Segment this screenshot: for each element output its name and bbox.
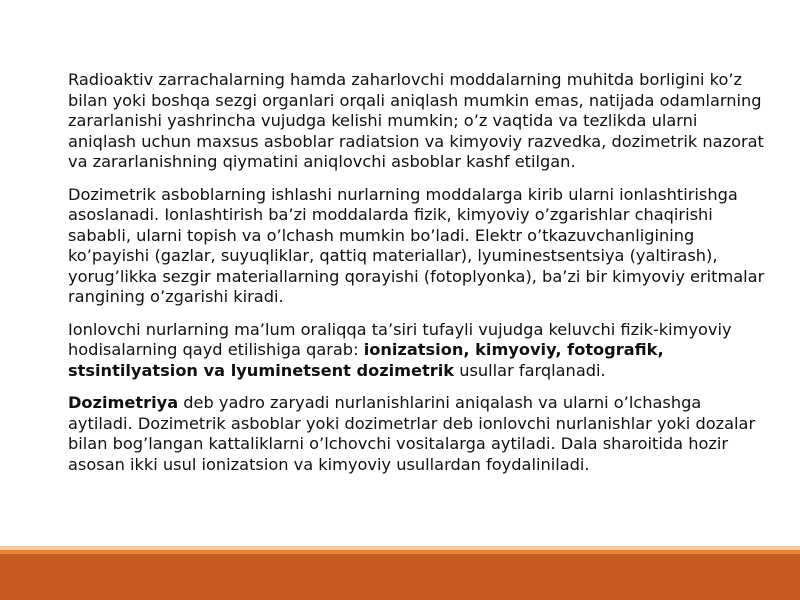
paragraph-text: deb yadro zaryadi nurlanishlarini aniqalash va ularni o’lchashga aytiladi. Dozimetrik asboblar yoki dozimetrlar deb ionlovchi nurlanishlar yoki dozalar bilan bog’langan kattaliklarni o’lchovchi vositalarga aytiladi. Dala sharoitida hozir asosan ikki usul ionizatsion va kimyoviy usullardan foydaliniladi. bbox=[68, 393, 756, 474]
paragraph-text: Radioaktiv zarrachalarning hamda zaharlovchi moddalarning muhitda borligini ko’z bilan yoki boshqa sezgi organlari orqali aniqlash mumkin emas, natijada odamlarning zararlanishi yashrincha vujudga kelishi mumkin; o’z vaqtida va tezlikda ularni aniqlash uchun maxsus asboblar radiatsion va kimyoviy razvedka, dozimetrik nazorat va zararlanishning qiymatini aniqlovchi asboblar kashf etilgan. bbox=[68, 70, 764, 171]
bold-term-dozimetriya: Dozimetriya bbox=[68, 393, 179, 412]
paragraph-2 bbox=[68, 185, 768, 308]
paragraph-text: Ionlovchi nurlarning ma’lum oraliqqa ta’siri tufayli vujudga keluvchi fizik-kimyoviy hodisalarning qayd etilishiga qarab: bbox=[68, 319, 732, 359]
paragraph-4 bbox=[68, 393, 768, 475]
slide-body bbox=[68, 70, 768, 484]
paragraph-1 bbox=[68, 70, 768, 173]
paragraph-text: usullar farqlanadi. bbox=[454, 360, 606, 380]
paragraph-text: Dozimetrik asboblarning ishlashi nurlarning moddalarga kirib ularni ionlashtirishga asoslanadi. Ionlashtirish ba’zi moddalarda fizik, kimyoviy o’zgarishlar chaqirishi sababli, ularni topish va o’lchash mumkin bo’ladi. Elektr o’tkazuvchanligining ko’payishi (gazlar, suyuqliklar, qattiq materiallar), lyuminestsentsiya (yaltirash), yorug’likka sezgir materiallarning qorayishi (fotoplyonka), ba’zi bir kimyoviy eritmalar rangining o’zgarishi kiradi. bbox=[68, 184, 765, 306]
bold-methods-list: ionizatsion, kimyoviy, fotografik, stsintilyatsion va lyuminetsent dozimetrik bbox=[68, 340, 664, 380]
paragraph-3 bbox=[68, 320, 768, 382]
footer-band bbox=[0, 550, 800, 600]
